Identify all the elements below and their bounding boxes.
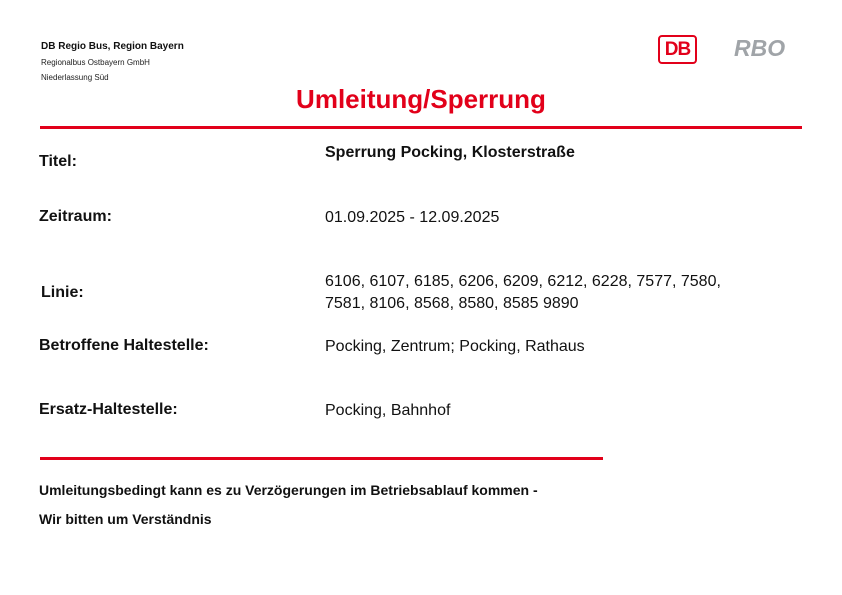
line-label: Linie: — [41, 284, 84, 301]
replacement-stop-value: Pocking, Bahnhof — [325, 402, 451, 419]
line-value-1: 6106, 6107, 6185, 6206, 6209, 6212, 6228, 7577, 7580, — [325, 273, 721, 290]
title-label: Titel: — [39, 153, 77, 170]
delay-notice: Umleitungsbedingt kann es zu Verzögerungen im Betriebsablauf kommen - — [39, 482, 538, 498]
footer-divider — [40, 457, 603, 460]
branch-name: Niederlassung Süd — [41, 73, 109, 82]
period-value: 01.09.2025 - 12.09.2025 — [325, 209, 500, 226]
company-name: DB Regio Bus, Region Bayern — [41, 41, 184, 52]
replacement-stop-label: Ersatz-Haltestelle: — [39, 401, 178, 418]
db-logo: DB — [658, 35, 697, 64]
period-label: Zeitraum: — [39, 208, 112, 225]
affected-stop-value: Pocking, Zentrum; Pocking, Rathaus — [325, 338, 585, 355]
line-value-2: 7581, 8106, 8568, 8580, 8585 9890 — [325, 295, 579, 312]
affected-stop-label: Betroffene Haltestelle: — [39, 337, 209, 354]
header-divider — [40, 126, 802, 129]
rbo-logo: RBO — [734, 35, 786, 61]
subsidiary-name: Regionalbus Ostbayern GmbH — [41, 58, 150, 67]
apology-notice: Wir bitten um Verständnis — [39, 511, 212, 527]
title-value: Sperrung Pocking, Klosterstraße — [325, 144, 575, 161]
page-title: Umleitung/Sperrung — [296, 84, 546, 114]
